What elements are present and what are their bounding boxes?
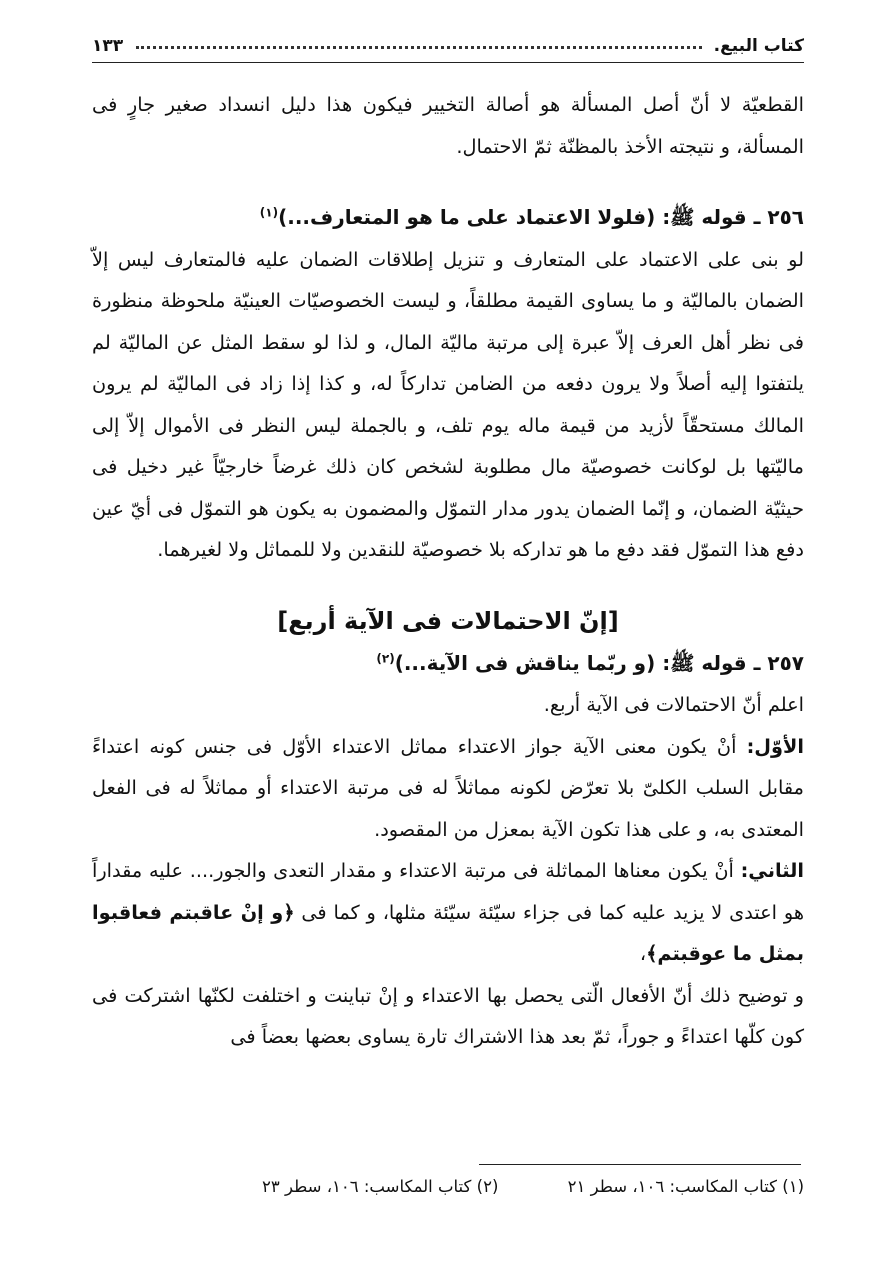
page-number: ١٣٣ (92, 36, 124, 56)
leader-dots (136, 46, 702, 49)
running-header (92, 30, 804, 63)
item-257-intro: اعلم أنّ الاحتمالات فى الآية أربع. (543, 693, 804, 716)
item-257-heading (92, 643, 804, 685)
footnote-ref-1: (١) (259, 205, 279, 220)
quran-quote: ﴿و إنْ عاقبتم فعاقبوا بمثل ما عوقبتم﴾ (92, 900, 804, 965)
option-first-label: الأوّل: (746, 734, 804, 758)
footnote-1: (١) كتاب المكاسب: ١٠٦، سطر ٢١ (567, 1177, 804, 1196)
option-first-text: أنْ يكون معنى الآية جواز الاعتداء مماثل الاعتداء الأوّل فى جنس كونه اعتداءً مقابل السلب الكلىّ بلا تعرّض لكونه مماثلاً له فى مرتبة الاعتداء أو مماثلاً له فى الفعل المعتدى به، و على هذا تكون الآية بمعزل من المقصود. (92, 734, 804, 841)
paragraph-continuation: القطعيّة لا أنّ أصل المسألة هو أصالة التخيير فيكون هذا دليل انسداد صغير جارٍ فى المسألة، و نتيجته الأخذ بالمظنّة ثمّ الاحتمال. (92, 93, 804, 158)
footnote-2: (٢) كتاب المكاسب: ١٠٦، سطر ٢٣ (262, 1177, 499, 1196)
explanation-paragraph: و توضيح ذلك أنّ الأفعال الّتى يحصل بها الاعتداء و إنْ تباينت و اختلفت لكنّها اشتركت فى كون كلّها اعتداءً و جوراً، ثمّ بعد هذا الاشتراك تارة يساوى بعضها بعضاً فى (92, 983, 804, 1048)
body-text (92, 84, 804, 1058)
running-header-title: كتاب البيع. (713, 36, 804, 56)
footnote-ref-2: (٢) (376, 650, 395, 665)
option-first (92, 726, 804, 851)
item-256-title: ٢٥٦ ـ قوله ﷺ: (فلولا الاعتماد على ما هو المتعارف...) (278, 205, 804, 229)
item-256-heading (92, 197, 804, 239)
item-257-title: ٢٥٧ ـ قوله ﷺ: (و ربّما يناقش فى الآية...) (394, 650, 804, 675)
footnotes (92, 1177, 804, 1196)
item-256-text: لو بنى على الاعتماد على المتعارف و تنزيل إطلاقات الضمان عليه فالمتعارف ليس إلاّ الضمان بالماليّة و ما يساوى القيمة مطلقاً، و ليست الخصوصيّات العينيّة ملحوظة منظورة فى نظر أهل العرف إلاّ عبرة إلى مرتبة ماليّة المال، و لذا لو سقط المثل عن الماليّة لم يلتفتوا إليه أصلاً ولا يرون دفعه من الضامن تداركاً له، و كذا إذا زاد فى الماليّة لم يرون المالك مستحقّاً لأزيد من قيمة ماله يوم تلف، و بالجملة ليس النظر فى الأموال إلاّ إلى ماليّتها بل لوكانت خصوصيّة مال مطلوبة لشخص كان ذلك غرضاً خارجيّاً غير دخيل فى حيثيّة الضمان، و إنّما الضمان يدور مدار التموّل والمضمون به يكون هو التموّل فى أيّ عين دفع هذا التموّل فقد دفع ما هو تداركه بلا خصوصيّة للنقدين ولا للمماثل ولا لغيرهما. (92, 247, 804, 561)
footnote-divider (479, 1164, 801, 1165)
option-second-text: أنْ يكون معناها المماثلة فى مرتبة الاعتداء و مقدار التعدى والجور.... عليه مقداراً هو اعتدى لا يزيد عليه كما فى جزاء سيّئة سيّئة مثلها، و كما فى (92, 859, 804, 924)
option-second-end: ، (639, 942, 647, 965)
option-second-label: الثاني: (740, 859, 804, 882)
option-second (92, 850, 804, 975)
section-heading: [إنّ الاحتمالات فى الآية أربع] (277, 606, 619, 635)
